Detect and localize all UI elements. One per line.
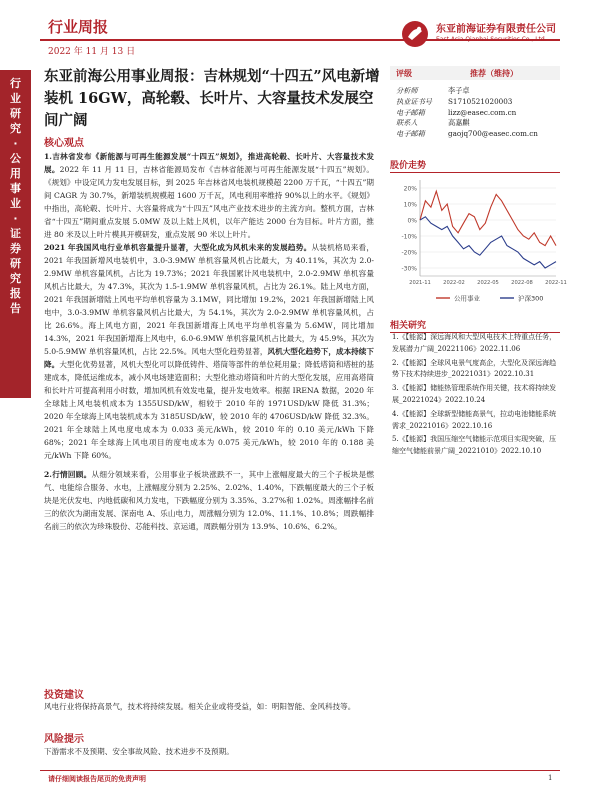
- stock-chart-heading: 股价走势: [390, 158, 560, 173]
- report-title: 东亚前海公用事业周报：吉林规划“十四五”风电新增装机 16GW，高轮毂、长叶片、大容量技术发展空间广阔: [44, 68, 380, 129]
- core-paragraph-2: [44, 241, 374, 462]
- y-tick-label: 10%: [403, 201, 417, 209]
- y-tick-label: 0%: [407, 217, 417, 225]
- related-research-item[interactable]: 5.《【能源】我国压缩空气储能示范项目实现突破，压缩空气储能前景广阔_20221010》2022.10.10: [392, 435, 557, 456]
- rating-value: 推荐（维持）: [470, 69, 518, 78]
- related-heading: 相关研究: [390, 318, 560, 333]
- side-band-char: 研: [10, 257, 21, 270]
- analyst-row: [396, 86, 560, 97]
- risk-text: 下游需求不及预期、安全事故风险、技术进步不及预期。: [44, 747, 234, 756]
- stock-chart: [390, 172, 567, 312]
- analyst-row: [396, 118, 560, 129]
- side-band-char: 研: [10, 107, 21, 120]
- paragraph-lead: 风机大型化趋势下，成本持续下降。: [44, 347, 374, 369]
- report-header: [0, 0, 600, 62]
- side-band-char: ·: [13, 212, 18, 225]
- side-band-char: 用: [10, 167, 21, 180]
- paragraph-text: 从细分领域来看，公用事业子板块涨跌不一，其中上涨幅度最大的三个子板块是燃气、电能综合服务、水电，上涨幅度分别为 2.25%、2.02%、1.40%，下跌幅度最大的三个子板块是光伏发电、内地低碳和风力发电，下跌幅度分别为 3.35%、3.27%和 1.02%。周涨幅排名前三的依次为湖南发展、深南电 A、乐山电力，周涨幅分别为 12.0%、11.1%、10.8%；周跌幅排名前三的依次为珍珠股份、芯能科技、京运通，周跌幅分别为 13.9%、10.6%、6.2%。: [44, 470, 374, 531]
- analyst-row: [396, 97, 560, 108]
- company-logo: [400, 18, 560, 52]
- paragraph-lead: 1.吉林省发布《新能源与可再生能源发展“十四五”规划》，推进高轮毂、长叶片、大容量技术发展。: [44, 152, 374, 174]
- logo-name-en: East Asia Qianhai Securities Co., Ltd.: [436, 36, 547, 43]
- analyst-value: 高嘉麒: [448, 118, 470, 128]
- paragraph-text: 大型化优势显著，风机大型化可以降低铸件、塔筒等部件的单位耗用量；降低塔筒和塔桩的基建成本，降低运维成本，减小风电场建造面积；大型化推动塔筒和叶片的大型化发展，应用高塔筒和长叶片可提高利用小时数，增加风机有效发电量，提升发电效率。根据 IRENA 数据，2020 年全球陆上风电装机成本为 1355USD/kW，相较于 2010 年的 1971USD/kW 降低 31.3%；2020 年全球海上风电装机成本为 3185USD/kW，较 2010 年的 4706USD/kW 降低 32.3%。2021 年全球陆上风电度电成本为 0.033 美元/kWh，较 2010 年的 0.10 美元/kWh 下降 68%；2021 年全球海上风电项目的度电成本为 0.075 美元/kWh，较 2010 年的 0.188 美元/kWh 下降 60%。: [44, 360, 375, 460]
- analyst-value[interactable]: lizz@easec.com.cn: [448, 107, 517, 117]
- y-tick-label: -20%: [401, 249, 417, 257]
- x-tick-label: 2022-11: [545, 280, 567, 286]
- analyst-value: 李子卓: [448, 86, 470, 95]
- related-research-list: [392, 332, 560, 460]
- y-tick-label: 20%: [403, 185, 417, 193]
- related-research-item[interactable]: 1.《【能源】深远海风和大型风电技术上特重点任务，发展潜力广阔_20221106》2022.11.06: [392, 333, 557, 353]
- page-number: 1: [548, 774, 553, 782]
- analyst-key: 电子邮箱: [396, 107, 425, 117]
- side-band-char: 究: [10, 122, 21, 135]
- side-band-char: 行: [10, 77, 21, 90]
- logo-name-cn: 东亚前海证券有限责任公司: [436, 24, 556, 35]
- analyst-value: S1710521020003: [448, 96, 513, 106]
- side-band-char: 业: [10, 92, 21, 105]
- side-band-char: 报: [10, 287, 21, 300]
- report-date: 2022 年 11 月 13 日: [48, 47, 136, 57]
- core-paragraph-1: [44, 150, 374, 241]
- x-tick-label: 2022-02: [443, 280, 465, 286]
- side-band-char: 公: [10, 152, 21, 165]
- investment-heading: 投资建议: [44, 690, 84, 701]
- side-band-char: ·: [13, 137, 18, 150]
- core-view-body: [44, 150, 374, 533]
- series-line-1: [420, 191, 556, 245]
- related-research-item[interactable]: 4.《【能源】全球新型储能高景气，拉动电池储能系统需求_20221016》2022.10.16: [392, 409, 557, 430]
- doc-type-label: 行业周报: [48, 18, 109, 36]
- side-category-band: [0, 70, 31, 398]
- paragraph-text: 2022 年 11 月 11 日，吉林省能源局发布《吉林省能源与可再生能源发展“十四五”规划》。《规划》中设定风力发电发展目标，到 2025 年吉林省风电装机规模超 2200 万千瓦，“十四五”期间 CAGR 为 30.7%，新增装机规模超 1600 万千瓦，风电利用率维持 90%以上的水平。《规划》中指出，高轮毂、长叶片、大容量将成为“十四五”风电产业技术进步的主流方向。整机方面，吉林省“十四五”期间重点发展 5.0MW 及以上陆上风机，以年产能达 2000 台为目标。叶片方面，推进 80 米及以上叶片模具开模研发，重点发展 90 米以上叶片。: [44, 165, 374, 239]
- related-research-item[interactable]: 3.《【能源】储能热管理系统作用关键，技术将持续发展_20221024》2022.10.24: [392, 384, 557, 404]
- core-view-heading: 核心观点: [44, 138, 84, 149]
- y-tick-label: -30%: [401, 265, 417, 273]
- series-line-2: [420, 217, 556, 268]
- related-research-item[interactable]: 2.《【能源】全球风电景气度高企，大型化及深远海趋势下技术持续进步_20221031》2022.10.31: [392, 358, 557, 379]
- legend-label: 沪深300: [518, 294, 544, 303]
- side-band-char: 告: [10, 302, 21, 315]
- analyst-key: 电子邮箱: [396, 129, 425, 139]
- analyst-key: 联系人: [396, 118, 418, 128]
- x-tick-label: 2021-11: [409, 280, 431, 286]
- y-tick-label: -10%: [401, 233, 417, 241]
- side-band-char: 究: [10, 272, 21, 285]
- paragraph-lead: 2021 年我国风电行业单机容量提升显著，大型化成为风机未来的发展趋势。: [44, 243, 312, 252]
- side-band-char: 业: [10, 197, 21, 210]
- analyst-row: [396, 129, 560, 140]
- side-band-char: 证: [10, 227, 21, 240]
- analyst-value[interactable]: gaojq700@easec.com.cn: [448, 129, 538, 139]
- analyst-row: [396, 108, 560, 119]
- logo-mark-icon: [400, 19, 430, 49]
- legend-label: 公用事业: [454, 294, 480, 303]
- x-tick-label: 2022-05: [477, 280, 499, 286]
- investment-text: 风电行业将保持高景气，技术将持续发展。相关企业或将受益，如：明阳智能、金风科技等。: [44, 702, 356, 711]
- paragraph-lead: 2.行情回顾。: [44, 470, 92, 479]
- footer-rule: [40, 770, 560, 771]
- analyst-info: [396, 86, 560, 140]
- analyst-key: 分析师: [396, 86, 418, 95]
- rating-label: 评级: [396, 69, 412, 78]
- side-band-char: 事: [10, 182, 21, 195]
- risk-heading: 风险提示: [44, 734, 84, 745]
- stock-chart-svg: [390, 172, 567, 312]
- x-tick-label: 2022-08: [511, 280, 533, 286]
- paragraph-text: 从装机格局来看，2021 年我国新增风电装机中，3.0-3.9MW 单机容量风机占比最大，为 40.11%，其次为 2.0-2.9MW 单机容量风机，占比为 19.73%；2021 年我国累计风电装机中，2.0-2.9MW 单机容量风机占比最大，为 47.3%，其次为 1.5-1.9MW 单机容量风机，占比为 26.1%。陆上风电方面，2021 年我国新增陆上风电平均单机容量为 3.1MW，同比增加 19.2%，2021 年我国新增陆上风电中，3.0-3.9MW 单机容量风机占比最大，为 54.1%，其次为 2.0-2.9MW 单机容量风机，占比 26.6%。海上风电方面，2021 年我国新增海上风电平均单机容量为 5.6MW，同比增加 14.3%，2021 年我国新增海上风电中，6.0-6.9MW 单机容量风机占比最大，为 45.9%，其次为 5.0-5.9MW 单机容量风机，占比 22.5%。风电大型化趋势显著，: [44, 243, 374, 356]
- analyst-key: 执业证书号: [396, 96, 432, 106]
- side-band-char: 券: [10, 242, 21, 255]
- rating-bar: [390, 66, 560, 80]
- core-paragraph-3: [44, 468, 374, 533]
- footer-disclaimer[interactable]: 请仔细阅读报告尾页的免责声明: [48, 774, 146, 783]
